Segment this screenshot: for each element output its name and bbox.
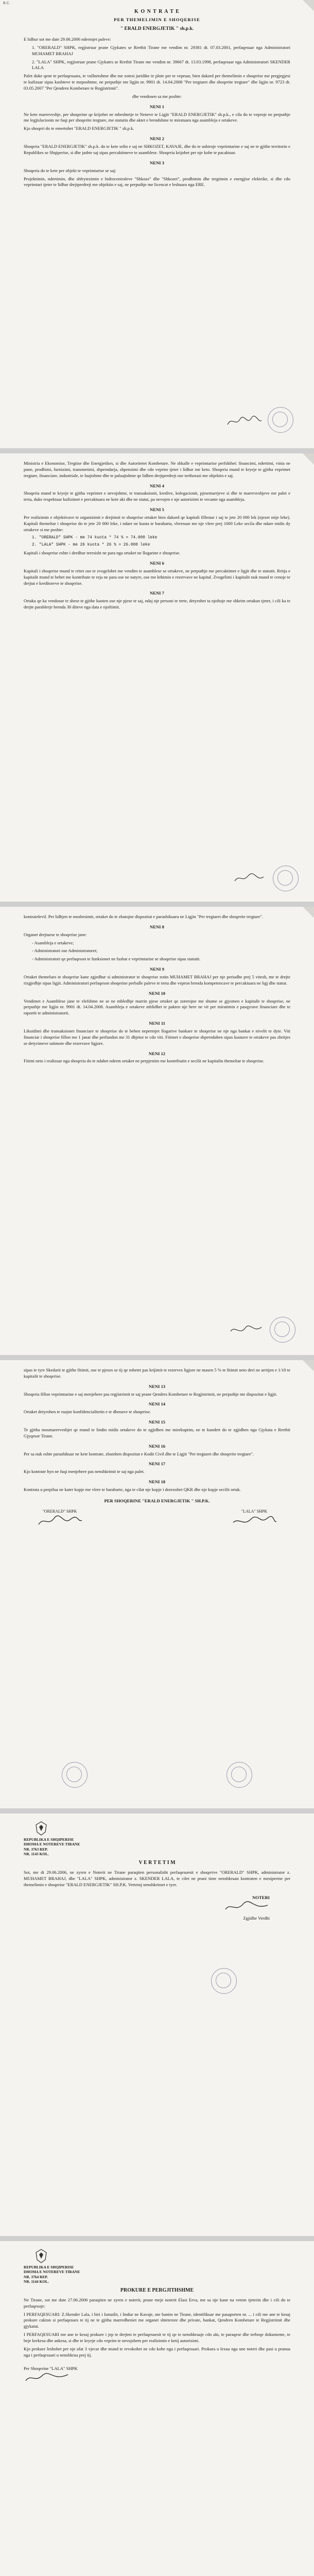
signature-block (24, 1509, 96, 1528)
corner-mark: B.C. (3, 2, 10, 5)
company-name: " ERALD ENERGJETIK " sh.p.k. (120, 26, 194, 31)
article-text: Per sa nuk eshte parashikuar ne kete kontrate, zbatohen dispozitat e Kodit Civil dhe te Ligjit "Per tregtaret dhe shoqerite tregtare". (24, 1451, 254, 1456)
party-2: 2. "LALA" SHPK, regjistruar prane Gjykates se Rrethit Tirane me vendim nr. 39667 dt. 13.03.1998, perfaqesuar nga Administratori SKENDER LALA (32, 59, 290, 71)
contract-page-4 (0, 1360, 314, 1808)
signature-caption: PER SHOQERINE "ERALD ENERGJETIK " SH.P.K. (104, 1498, 210, 1503)
capital-row: 2. "LALA" SHPK - me 26 kuota * 26 % = 26.000 leke (32, 543, 150, 548)
signatory-label: Per Shoqerine "LALA" SHPK (24, 2365, 78, 2371)
agreed-text: dhe vendosen sa me poshte: (132, 93, 182, 99)
article-heading: NENI 2 (150, 136, 164, 142)
seal-stamp (270, 1317, 295, 1343)
capital-row: 1. "ORERALD" SHPK - me 74 kuota * 74 % = 74.000 leke (32, 535, 158, 540)
article-text: Kapitali i shoqerise mund te rritet ose te zvogelohet me vendim te asamblese se ortakeve, ne perputhje me percaktimet e ligjit dhe te statutit. Rritja e kapitalit mund te behet me kontribute te reja ne para ose ne natyre, ose me kthimin e rezervave ne kapital. Zvogelimi i kapitalit nuk mund te cenoje te drejtat e kreditoreve te shoqerise. (24, 568, 290, 586)
article-text: Ortaket detyrohen te ruajne konfidencialitetin e te dhenave te shoqerise. (24, 1409, 151, 1415)
article-heading: NENI 8 (150, 924, 164, 929)
article-heading: NENI 11 (149, 1021, 165, 1026)
article-text: Shoqeria mund te kryeje te gjitha veprimet e nevojshme, te transaksionit, kredive, kolegacionit, pjesemarrjeve si dhe te marreveshjeve me palet e treta, duke respektuar kufizimet e percaktuara ne kete akt dhe ne statut, pa nevojen e nje autorizimi te vecante nga asambleja. (24, 490, 290, 502)
article-heading: NENI 15 (148, 1419, 166, 1425)
notary-header: REPUBLIKA E SHQIPERISE DHOMA E NOTEREVE TIRANE NR. 3763 REP. NR. 1143 KOL. (24, 1837, 80, 1856)
signature-block (218, 1509, 290, 1528)
article-text: Fitimi neto i realizuar nga shoqeria do te ndahet nderm ortaket ne perpjestim me kontributin e secilit ne kapitalin themeltar te shoqerise. (24, 1058, 265, 1064)
article-heading: NENI 7 (150, 590, 164, 596)
article-heading: NENI 14 (148, 1401, 166, 1407)
article-text: Vendimet e Asamblese jane te vlefshme ne se ne mbledhje marrin pjese ortaket qe zoterojne me shume se gjysmen e kapitalit te shoqerise, ne perputhje me ligjin nr. 9901 dt. 14.04.2008. Asambleja e ortakeve mblidhet te pakten nje here ne vit per miratimin e pasqyrave financiare dhe te raportit te administratorit. (24, 998, 290, 1016)
article-text: sipas te tyre Skedarit te gjithe fitimit, ose te pjeses se tij qe mbetet pas krijimit te rezerves ligjore ne masen 5 % te fitimit neto deri ne arritjen e 1/10 te kapitalit te shoqerise. (24, 1367, 290, 1379)
initials-signature (234, 873, 265, 884)
attorney-text: I PERFAQESUARI: Z.Skender Lala, i biri i Ismailit, i lindur ne Kavaje, me banim ne Tirane, identifikuar me pasaporten nr. ... i cili me ane te kesaj prokure cakton si perfaqesues te tij ne te gjitha marredheniet me organet shteterore dhe private, bankat, Qendren Kombetare te Regjistrimit dhe gjykatat. (24, 2311, 290, 2329)
article-heading: NENI 4 (150, 483, 164, 488)
signature-row (24, 1509, 290, 1528)
article-heading: NENI 10 (148, 990, 166, 996)
article-text: Kjo shoqeri do te emertohet "ERALD ENERGJETIK " sh.p.k. (24, 126, 134, 131)
seal-stamp (62, 1762, 88, 1788)
contract-title: K O N T R A T E (134, 9, 180, 14)
notary-verification-page (0, 1814, 314, 2236)
notary-signature-block (24, 1895, 290, 1922)
organ-item: - Administratori qe perfaqeson te funksionet ne fushat e veprimtarise se shoqerise sipas statutit. (32, 956, 201, 962)
intro-text: E lidhur sot me date 29.06.2006 ndermjet paleve: (24, 37, 111, 42)
page-fold (303, 907, 314, 918)
handwritten-signature (24, 2371, 70, 2384)
organ-item: - Asambleja e ortakeve; (32, 940, 74, 945)
contract-subtitle: PER THEMELIMIN E SHOQERISE (114, 16, 200, 22)
article-text: Shoqeria do te kete per objekt te veprimtarise se saj: (24, 167, 116, 173)
contract-page-1 (0, 0, 314, 448)
handwritten-signature (223, 1901, 270, 1913)
article-heading: NENI 12 (148, 1050, 166, 1056)
article-text: Kontrata u perpilua ne kater kopje me vlere te barabarte, nga te cilat nje kopje i dorezohet QKR dhe nje kopje secilit ortak. (24, 1487, 241, 1493)
coat-of-arms-icon (34, 2248, 48, 2264)
article-text: Ortaket themelues te shoqerise kane zgjedhur si administrator te shoqerise zotin MUHAMET BRAHAJ per nje periudhe prej 5 vitesh, me te drejte rizgjedhje sipas ligjit. Administratori perfaqeson shoqerine perballe paleve te treta dhe vepron brenda kompetencave te percaktuara ne ligj dhe statut. (24, 974, 290, 986)
attorney-signature-block (24, 2366, 290, 2386)
notary-stamp (211, 1968, 237, 1994)
article-text: Te gjitha mosmarreveshjet qe mund te lindin midis ortakeve do te zgjidhen me mirekuptim, ne te kundert do te zgjidhen nga Gjykata e Rrethit Gjyqesor Tirane. (24, 1427, 290, 1438)
article-text: Ne kete marreveshje, per shoqerine qe krijohet ne mbeshtetje te Neneve te Ligjit "ERALD ENERGJETIK" sh.p.k., e cila do te veproje ne perputhje me legjislacionin ne fuqi per shoqerite tregtare, me statutin dhe aktet e brendshme te miratuara nga asambleja e ortakeve. (24, 111, 290, 123)
signatory-name: "LALA" SHPK (241, 1509, 268, 1514)
page-fold (303, 0, 314, 11)
party-1: 1. "ORERALD" SHPK, regjistruar prane Gjykates se Rrethit Tirane me vendim nr. 29381 dt. 07.03.2001, perfaqesuar nga Administratori MUHAMET BRAHAJ (32, 44, 290, 56)
contract-page-3 (0, 907, 314, 1355)
article-heading: NENI 9 (150, 967, 164, 972)
article-text: Shoqeria "ERALD ENERGJETIK" sh.p.k. do te kete selin e saj ne SHKOZET, KAVAJE, dhe do te ushtroje veprimtarine e saj ne te gjithe territorin e Republikes se Shqiperise, si dhe jashte saj sipas percaktimeve te asamblese. Shoqeria krijohet per nje kohe te pacaktuar. (24, 144, 290, 155)
article-heading: NENI 6 (150, 560, 164, 566)
initials-signature (226, 415, 263, 427)
signatory-name: "ORERALD" SHPK (42, 1509, 77, 1514)
article-text: Organet drejtuese te shoqerise jane: (24, 931, 87, 937)
article-text: Per realizimin e objektivave te organizimit e drejtimit te shoqerise ortaket bien dakord qe kapitali fillestar i saj te jete 20 000 lek (njezet mije leke). Kapitali themeltar i shoqerise do te jete 20 000 leke, i ndare ne kuota te barabarta, vleresuar me nje vlere prej 1000 Leke secila dhe ndare midis dy ortakeve si me poshte: (24, 515, 290, 532)
article-text: Shoqeria fillon veprimtarine e saj menjehere pas regjistrimit te saj prane Qendres Kombetare te Regjistrimit, ne perputhje me dispozitat e ligjit. (24, 1391, 277, 1397)
notary-name: Zgjidhe Verdhi (243, 1916, 270, 1921)
page-fold (303, 453, 314, 465)
initials-signature (230, 1324, 263, 1335)
article-text: Ortaku qe ka vendosur te shese te gjithe kuoten ose nje pjese te saj, ndaj nje personi te trete, detyrohet ta njoftoje me shkrim ortakun tjeter, i cili ka te drejte parablerje brenda 30 diteve nga data e njoftimit. (24, 598, 290, 610)
notary-header: REPUBLIKA E SHQIPERISE DHOMA E NOTEREVE TIRANE NR. 3764 REP. NR. 1144 KOL. (24, 2265, 80, 2284)
handwritten-signature (231, 1515, 277, 1527)
seal-stamp (273, 866, 299, 891)
verification-text: Sot, me dt 29.06.2006, ne zyren e Noterit ne Tirane paraqiten personalisht perfaqesuesit e shoqerive "ORERALD" SHPK, administrator z. MUHAMET BRAHAJ, dhe "LALA" SHPK, administrator z. SKENDER LALA, te cilet ne prani time nenshkruan kontraten e mesiperme per themelimin e shoqerise "ERALD ENERGJETIK" SH.P.K. Vertetoj nenshkrimet e tyre. (24, 1869, 290, 1887)
article-heading: NENI 13 (148, 1383, 166, 1389)
seal-stamp (268, 407, 293, 433)
attorney-text: I PERFAQESUARI me ane te kesaj prokure i jep te drejten te perfaqesuesit te tij qe te nenshkruaje cdo akt, te paraqese dhe terheqe dokumente, te beje kerkesa dhe ankesa, si dhe te kryeje cdo veprim te nevojshem per realizimin e ketij autorizimi. (24, 2332, 290, 2343)
attorney-text: Ne Tirane, sot me date 27.06.2006 paraqiten ne zyren e noterit, prane meje noterit Elasi Erva, me sa nje kane na vetem tjeterin dhe i cili do te perfaqesoje: (24, 2297, 290, 2309)
article-heading: NENI 3 (150, 160, 164, 165)
verification-title: V E R T E T I M (138, 1860, 176, 1866)
article-heading: NENI 5 (150, 507, 164, 513)
power-of-attorney-title: PROKURE E PERGJITHSHME (120, 2287, 194, 2293)
article-heading: NENI 17 (148, 1461, 166, 1467)
attorney-text: Kjo prokure leshohet per nje afat 3 vjecar dhe mund te revokohet ne cdo kohe nga i perfaqesuari. Prokura u lexua nga une noteri dhe pasi u pranua nga i perfaqesuari u nenshkrua prej tij. (24, 2346, 290, 2358)
article-heading: NENI 18 (148, 1479, 166, 1485)
seal-stamp (226, 1762, 252, 1788)
article-text: Kapitali i shoqerise eshte i derdhur teresisht ne para nga ortaket ne llogarine e shoqerise. (24, 550, 181, 556)
contract-page-2 (0, 453, 314, 902)
handwritten-signature (37, 1515, 83, 1527)
page-fold (303, 1360, 314, 1371)
article-text: Likuidimi dhe transaksionet financiare te shoqerise do te behen nepermjet llogarive bankare te shoqerise ne nje nga bankat e nivelit te dyte. Viti financiar i shoqerise fillon me 1 janar dhe perfundon me 31 dhjetor te cdo viti. Fitimet e shoqerise shperndahen sipas kuotave te ortakeve pas zbritjes se detyrimeve tatimore dhe rezervave ligjore. (24, 1028, 290, 1046)
notary-label: NOTERI (252, 1895, 270, 1901)
power-of-attorney-page (0, 2241, 314, 2576)
article-heading: NENI 16 (148, 1443, 166, 1449)
article-heading: NENI 1 (150, 104, 164, 109)
article-text: Projektimin, ndertimin, dhe shfrytezimin e hidrocentraleve "Shkoze" dhe "Shkozet", prodhimin dhe tregtimin e energjise elektrike, si dhe cdo veprimtari tjeter te lidhur drejtperdrejt me objektin e saj, ne perputhje me licencat e leshuara nga ERE. (24, 176, 290, 188)
article-text: Ministria e Ekonomise, Tregtise dhe Energjetikes, si dhe Autoritetet Kombetare. Ne shkalle e veprimtarise perfshihet: financimi, ndertimi, vinia ne pune, prodhimi, furnizimi, transmetimi, shperndarja, shpenzimi dhe cdo veprim tjeter i lidhur me keto. Shoqeria mund te kryeje te gjitha veprimet tregtare, financiare, industriale, te luajtshme dhe te paluajtshme qe lidhen drejtperdrejt ose terthorazi me objektin e saj. (24, 461, 290, 478)
preamble: Palet duke qene te perfaqesuara, te vullnetshme dhe me zotesi juridike te plote per te vepruar, bien dakord per themelimin e shoqerise me pergjegjesi te kufizuar sipas kushteve te meposhtme, ne perputhje me ligjin nr. 9901 dt. 14.04.2008 "Per tregtaret dhe shoqerite tregtare" dhe ligjin nr. 9723 dt. 03.05.2007 "Per Qendren Kombetare te Regjistrimit". (24, 73, 290, 91)
organ-item: - Administratori ose Administratoret; (32, 948, 98, 954)
article-text: Kjo kontrate hyn ne fuqi menjehere pas nenshkrimit te saj nga palet. (24, 1469, 145, 1475)
article-text: kontratelevil. Per lidhjen te mosbesimit, ortaket do te zbatojne dispozitat e parashikuara ne Ligjin "Per tregtaret dhe shoqerite tregtare". (24, 914, 263, 919)
coat-of-arms-icon (34, 1821, 48, 1836)
